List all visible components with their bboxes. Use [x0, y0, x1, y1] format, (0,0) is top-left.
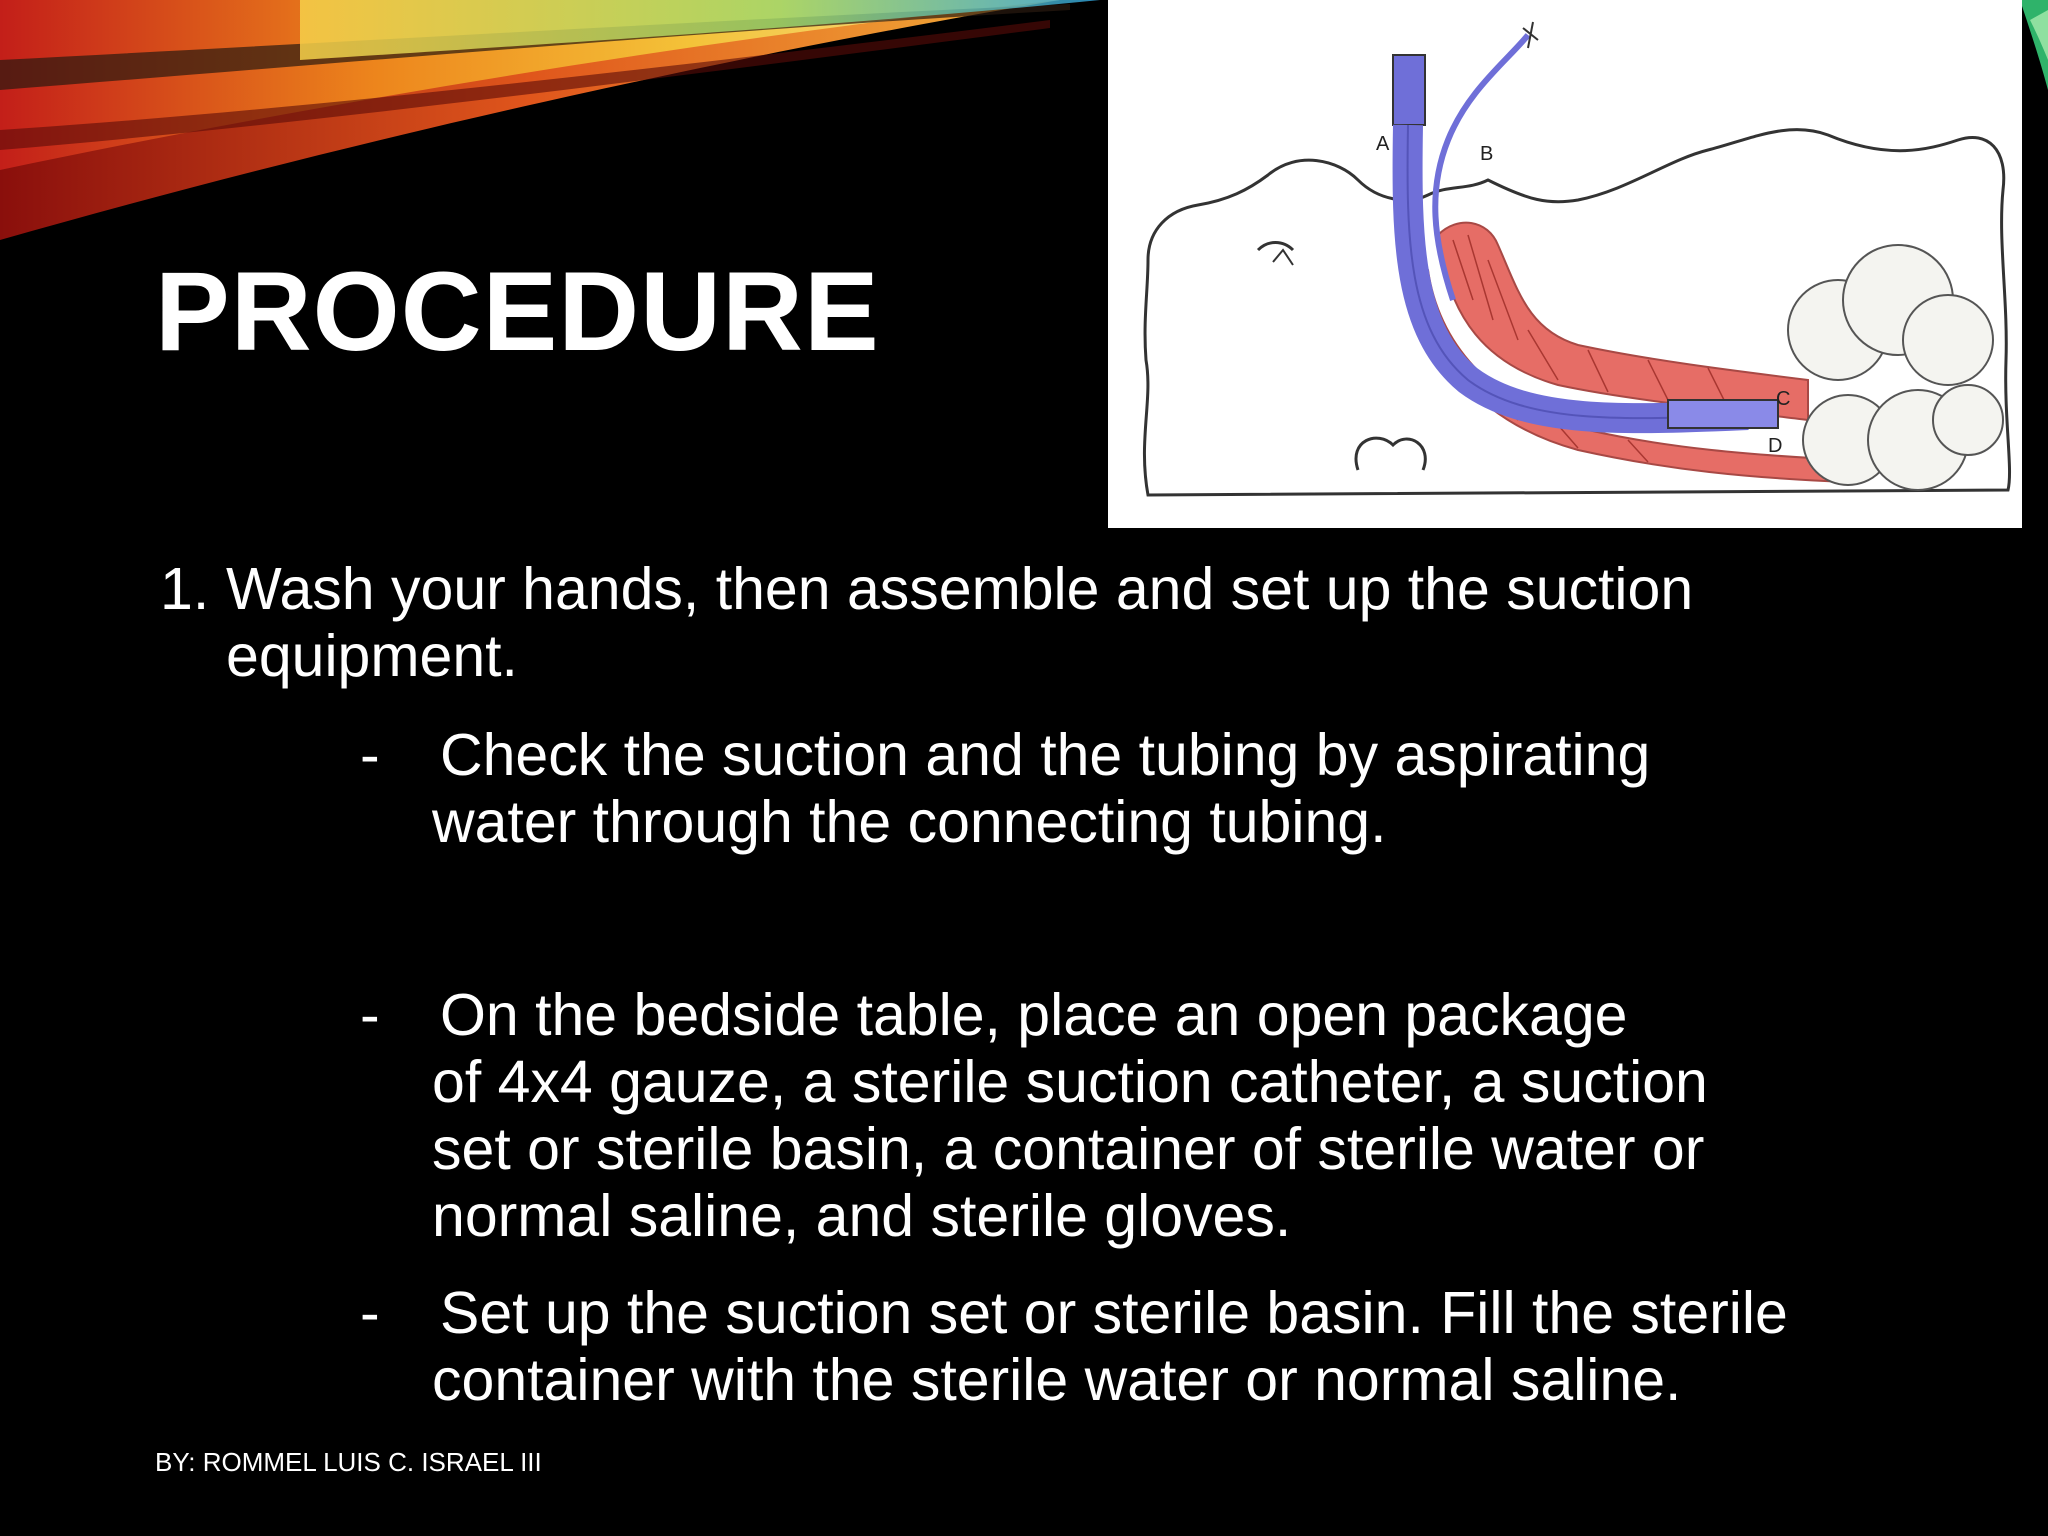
subitem-1 — [360, 722, 1920, 856]
bullet-dash: - — [360, 722, 380, 788]
subitem-3 — [360, 1280, 1920, 1414]
label-c: C — [1776, 388, 1791, 410]
label-b: B — [1480, 143, 1494, 165]
subitem-1-rest: water through the connecting tubing. — [432, 789, 1387, 855]
subitem-2-line-1: On the bedside table, place an open package — [440, 982, 1628, 1048]
label-d: D — [1768, 435, 1783, 457]
subitem-2-rest: of 4x4 gauze, a sterile suction catheter, a suction set or sterile basin, a container of sterile water or normal saline, and sterile gloves. — [432, 1049, 1708, 1249]
slide-title: PROCEDURE — [155, 249, 880, 374]
subitem-3-rest: container with the sterile water or normal saline. — [432, 1347, 1682, 1413]
author-footer: BY: ROMMEL LUIS C. ISRAEL III — [155, 1447, 542, 1477]
subitem-2 — [360, 982, 1800, 1250]
step-number: 1. — [160, 556, 210, 622]
airway-diagram — [1108, 0, 2022, 528]
step-1 — [160, 556, 1860, 690]
endotracheal-tube-illustration — [1108, 0, 2022, 528]
bullet-dash: - — [360, 1280, 380, 1346]
label-a: A — [1376, 133, 1390, 155]
step-line-1: Wash your hands, then assemble and set up the suction — [226, 556, 1694, 622]
bullet-dash: - — [360, 982, 380, 1048]
step-line-2: equipment. — [226, 623, 518, 689]
subitem-3-line-1: Set up the suction set or sterile basin. Fill the sterile — [440, 1280, 1788, 1346]
subitem-1-line-1: Check the suction and the tubing by aspirating — [440, 722, 1651, 788]
